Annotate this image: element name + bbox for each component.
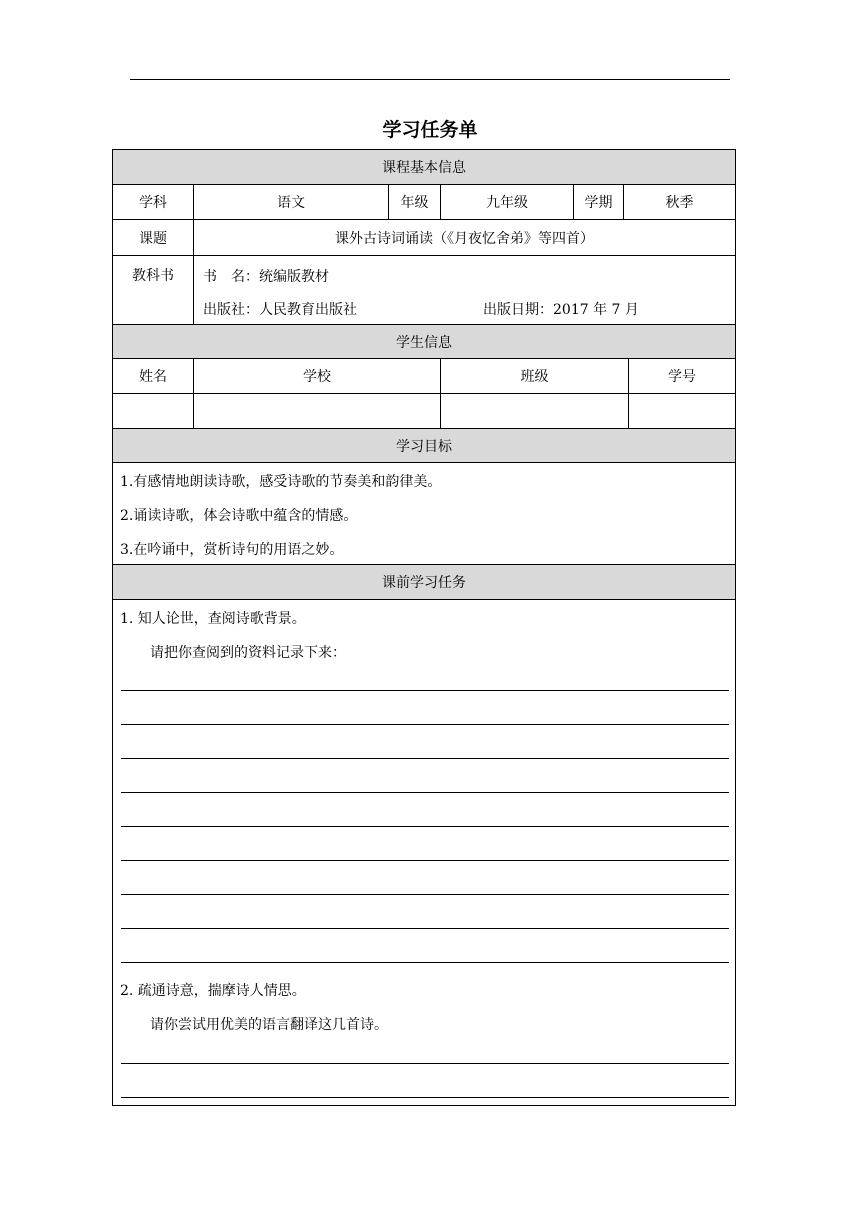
pre-class-tasks-header: 课前学习任务 [113,565,735,600]
name-field[interactable] [113,394,194,428]
goal-item: 1.有感情地朗读诗歌，感受诗歌的节奏美和韵律美。 [120,474,442,490]
subject-grade-term-row [113,185,735,220]
learning-goals-header: 学习目标 [113,429,735,463]
term-value: 秋季 [665,195,694,211]
goal-item: 2.诵读诗歌，体会诗歌中蕴含的情感。 [120,508,358,524]
grade-value: 九年级 [441,185,574,219]
task1-prompt: 请把你查阅到的资料记录下来： [150,645,346,661]
writing-line[interactable] [121,758,729,759]
writing-line[interactable] [121,962,729,963]
pub-date-line: 出版日期：2017 年 7 月 [483,302,639,318]
goal-item: 3.在吟诵中，赏析诗句的用语之妙。 [120,542,344,558]
term-label: 学期 [574,185,624,219]
task1-title: 1. 知人论世，查阅诗歌背景。 [120,611,306,627]
task-sheet-table [112,149,736,1106]
student-id-column-header: 学号 [668,369,696,385]
writing-line[interactable] [121,928,729,929]
student-id-field[interactable] [629,394,735,428]
writing-line[interactable] [121,826,729,827]
textbook-label: 教科书 [113,256,194,324]
task2-title: 2. 疏通诗意，揣摩诗人情思。 [120,983,306,999]
header-rule [130,79,730,80]
name-column-header: 姓名 [113,359,194,393]
course-info-header: 课程基本信息 [113,150,735,185]
school-column-header: 学校 [194,359,441,393]
subject-label: 学科 [113,185,194,219]
document-title: 学习任务单 [382,119,478,141]
school-field[interactable] [194,394,441,428]
pre-class-tasks-body [113,600,735,1105]
writing-line[interactable] [121,690,729,691]
topic-value: 课外古诗词诵读（《月夜忆舍弟》等四首） [335,230,594,247]
task2-prompt: 请你尝试用优美的语言翻译这几首诗。 [150,1017,388,1033]
topic-row [113,220,735,256]
student-columns-row [113,359,735,394]
writing-line[interactable] [121,860,729,861]
writing-line[interactable] [121,1063,729,1064]
student-info-header: 学生信息 [113,325,735,359]
book-name-line: 书 名：统编版教材 [203,269,329,285]
subject-value: 语文 [194,185,389,219]
writing-line[interactable] [121,792,729,793]
publisher-line: 出版社：人民教育出版社 [203,302,357,318]
learning-goals-body [113,463,735,565]
class-column-header: 班级 [441,359,629,393]
grade-label: 年级 [389,185,441,219]
topic-label: 课题 [113,220,194,255]
writing-line[interactable] [121,724,729,725]
writing-line[interactable] [121,894,729,895]
student-fill-row [113,394,735,429]
writing-line[interactable] [121,1097,729,1098]
class-field[interactable] [441,394,629,428]
textbook-row [113,256,735,325]
